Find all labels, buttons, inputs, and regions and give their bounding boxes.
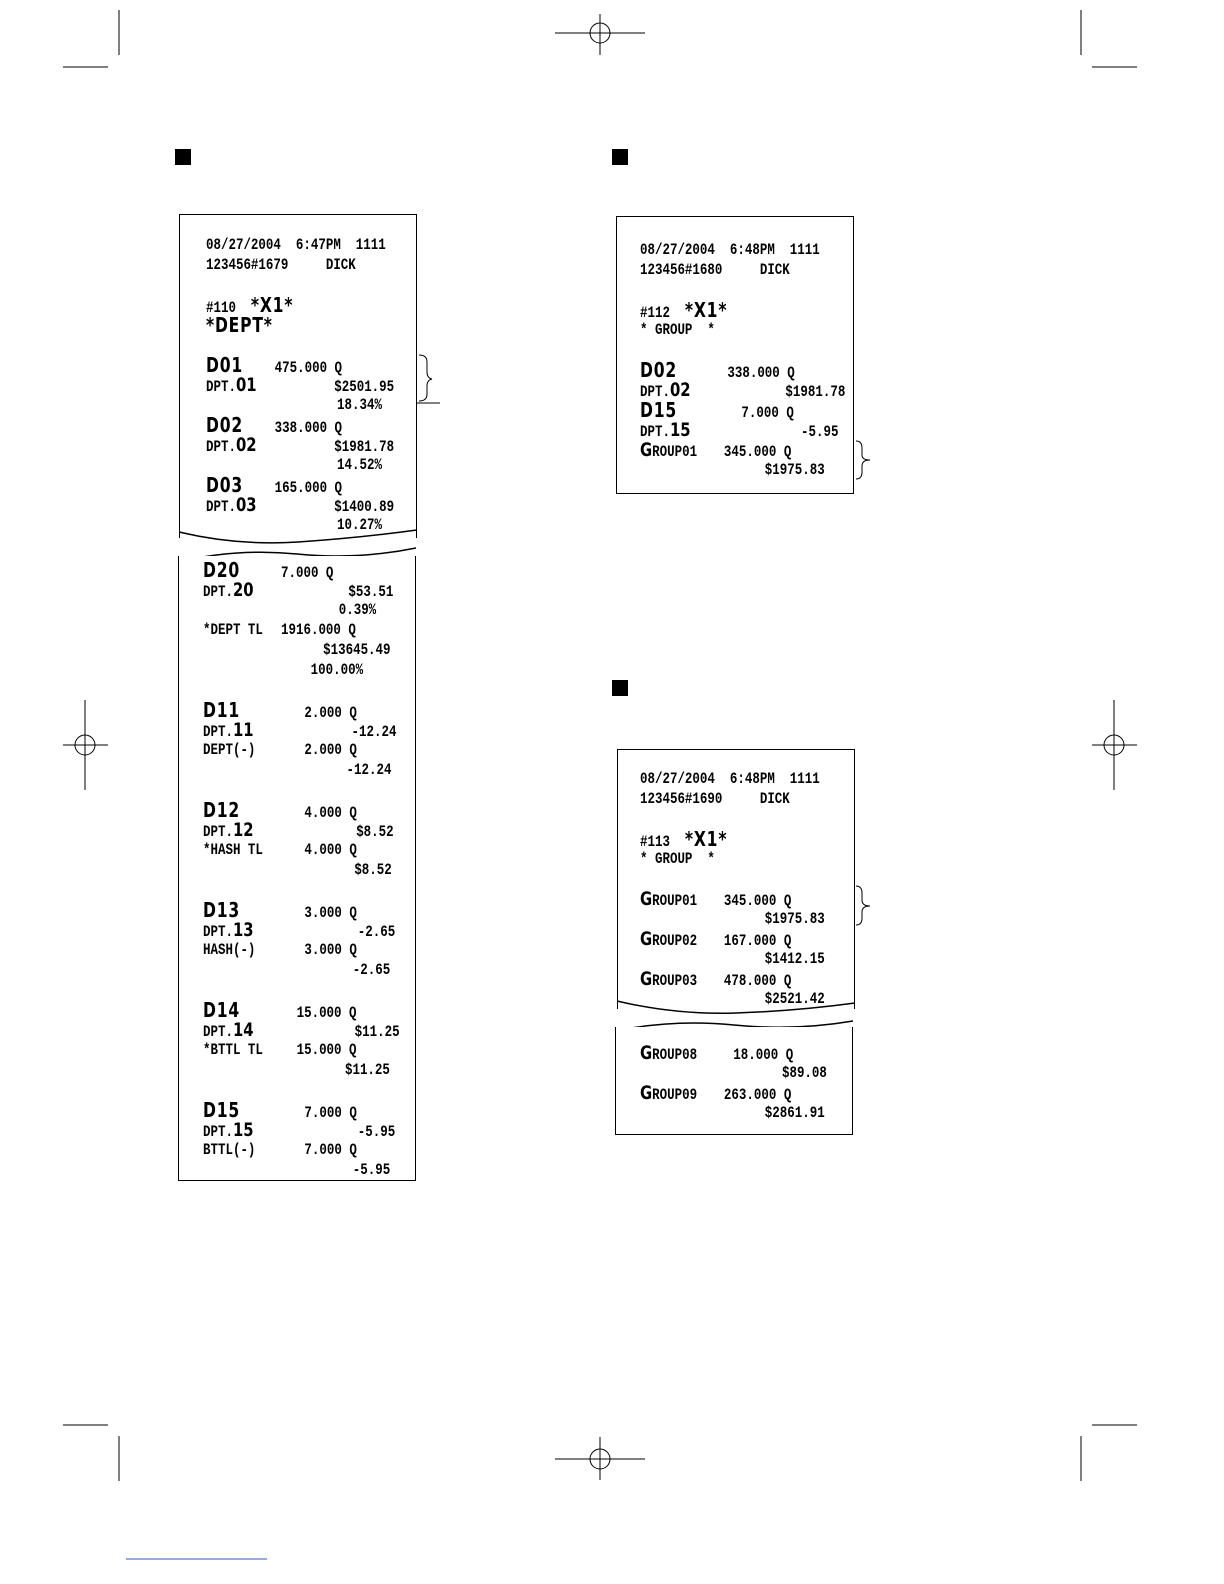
section-marker-group-1 (612, 149, 628, 165)
report-number: #110 (206, 299, 236, 317)
dept-line: DPT.15 -5.95 (203, 1119, 396, 1141)
report-mode: *X1* (684, 298, 728, 322)
report-number: #113 (640, 833, 670, 851)
dept-qty: 338.000 Q (274, 419, 343, 437)
dept-sub-qty: 2.000 Q (304, 741, 357, 759)
dept-line (203, 800, 400, 820)
dept-line: DPT.14 $11.25 (203, 1019, 400, 1041)
group-label: ROUP02 (652, 932, 698, 950)
dept-qty: 15.000 Q (296, 1004, 357, 1022)
dept-line: DPT.11 -12.24 (203, 719, 397, 741)
dept-sub-line (203, 940, 400, 960)
dept-qty: 165.000 Q (274, 479, 343, 497)
dept-number: 03 (235, 494, 257, 516)
dept-line (203, 700, 400, 720)
dept-qty: 7.000 Q (304, 1104, 357, 1122)
receipt-dept-bottom-content (203, 560, 455, 1180)
group-line (640, 440, 845, 460)
dept-amount: -5.95 (800, 423, 839, 441)
group-label: ROUP01 (652, 443, 698, 461)
dept-code: D15 (640, 398, 678, 422)
group-initial: G (640, 439, 653, 461)
dept-code: D15 (203, 1098, 241, 1122)
dept-qty: 4.000 Q (304, 804, 357, 822)
dept-total-line (203, 620, 400, 640)
dept-code: D13 (203, 898, 241, 922)
group-initial: G (640, 888, 653, 910)
dept-number: 15 (232, 1119, 254, 1141)
group-label: ROUP09 (652, 1086, 698, 1104)
dept-code: D02 (206, 413, 244, 437)
dept-total-percent: 100.00% (310, 661, 364, 679)
dept-sub-label: *HASH TL (203, 841, 263, 859)
dept-code: D01 (206, 353, 244, 377)
report-number: #112 (640, 304, 670, 322)
receipt-dept-top-content (206, 235, 447, 535)
group-initial: G (640, 968, 653, 990)
group-label: ROUP03 (652, 972, 698, 990)
dept-line: DPT.02 $1981.78 (206, 434, 395, 456)
group-initial: G (640, 1042, 653, 1064)
dept-code: D14 (203, 998, 241, 1022)
group-label: ROUP08 (652, 1046, 698, 1064)
group-qty: 478.000 Q (723, 972, 792, 990)
group-qty: 345.000 Q (723, 892, 792, 910)
group-amount: $2861.91 (764, 1104, 825, 1122)
group-amount: $89.08 (781, 1064, 827, 1082)
dept-amount: $11.25 (354, 1023, 400, 1041)
dept-sub-label: BTTL(-) (203, 1141, 256, 1159)
group-line (640, 1043, 827, 1063)
dept-qty: 3.000 Q (304, 904, 357, 922)
receipt-datetime: 08/27/2004 6:48PM 1111 (640, 241, 820, 259)
dept-sub-line (203, 1140, 400, 1160)
dept-number: 12 (232, 819, 254, 841)
dept-sub-amount: $11.25 (344, 1061, 390, 1079)
dept-line (206, 475, 394, 495)
dept-number: 13 (232, 919, 254, 941)
dept-line (203, 560, 400, 580)
dept-percent: 10.27% (337, 516, 382, 534)
dept-total-label: *DEPT TL (203, 621, 263, 639)
receipt-group-113-top-content (640, 769, 877, 1009)
dept-qty: 7.000 Q (741, 404, 794, 422)
dept-amount: $8.52 (356, 823, 394, 841)
group-qty: 263.000 Q (723, 1086, 792, 1104)
dept-sub-qty: 4.000 Q (304, 841, 357, 859)
dept-number: 11 (232, 719, 254, 741)
report-title: * GROUP * (640, 321, 715, 339)
dept-total-amount: $13645.49 (323, 641, 391, 659)
dept-number: 14 (232, 1019, 254, 1041)
dept-sub-label: *BTTL TL (203, 1041, 263, 1059)
receipt-datetime: 08/27/2004 6:48PM 1111 (640, 770, 820, 788)
dept-amount: -2.65 (357, 923, 396, 941)
dept-qty: 7.000 Q (281, 564, 334, 582)
dept-line: DPT.15 -5.95 (640, 419, 839, 441)
dept-percent: 14.52% (337, 456, 382, 474)
dept-number: 20 (232, 579, 254, 601)
report-mode: *X1* (250, 293, 294, 317)
dept-line (206, 355, 394, 375)
dept-line (203, 1000, 400, 1020)
dept-number: 15 (669, 419, 691, 441)
group-qty: 167.000 Q (723, 932, 792, 950)
report-mode: *X1* (684, 827, 728, 851)
group-amount: $2521.42 (764, 990, 825, 1008)
dept-code: D12 (203, 798, 241, 822)
dept-total-qty: 1916.000 Q (281, 621, 356, 639)
group-line (640, 929, 825, 949)
dept-qty: 475.000 Q (274, 359, 343, 377)
dept-qty: 2.000 Q (304, 704, 357, 722)
dept-sub-amount: -5.95 (352, 1161, 391, 1179)
dept-sub-qty: 15.000 Q (296, 1041, 357, 1059)
dept-amount: $1981.78 (785, 383, 846, 401)
dept-amount: -12.24 (351, 723, 397, 741)
dept-amount: $53.51 (348, 583, 394, 601)
receipt-id-line: 123456#1690 DICK (640, 790, 790, 808)
group-amount: $1412.15 (764, 950, 825, 968)
dept-sub-line (203, 1040, 400, 1060)
dept-number: 02 (669, 379, 691, 401)
dept-line (640, 360, 845, 380)
dept-line: DPT.01 $2501.95 (206, 374, 395, 396)
dept-number: 01 (235, 374, 257, 396)
dept-line: DPT.20 $53.51 (203, 579, 394, 601)
dept-sub-label: DEPT(-) (203, 741, 256, 759)
dept-code: D02 (640, 358, 678, 382)
group-label: ROUP01 (652, 892, 698, 910)
dept-line (206, 415, 394, 435)
dept-line: DPT.02 $1981.78 (640, 379, 846, 401)
group-initial: G (640, 928, 653, 950)
section-marker-group-2 (612, 680, 628, 696)
dept-percent: 18.34% (337, 396, 382, 414)
receipt-group-113-bottom-content (640, 1043, 880, 1123)
dept-line (203, 1100, 400, 1120)
group-qty: 18.000 Q (733, 1046, 794, 1064)
dept-sub-qty: 3.000 Q (304, 941, 357, 959)
dept-line: DPT.12 $8.52 (203, 819, 394, 841)
group-line (640, 1083, 827, 1103)
dept-amount: $2501.95 (334, 378, 395, 396)
receipt-datetime: 08/27/2004 6:47PM 1111 (206, 236, 386, 254)
dept-line: DPT.13 -2.65 (203, 919, 396, 941)
dept-sub-amount: -2.65 (352, 961, 391, 979)
dept-number: 02 (235, 434, 257, 456)
dept-sub-amount: $8.52 (354, 861, 392, 879)
group-qty: 345.000 Q (723, 443, 792, 461)
dept-qty: 338.000 Q (727, 364, 795, 382)
dept-code: D20 (203, 558, 241, 582)
dept-amount: $1981.78 (334, 438, 395, 456)
receipt-id-line: 123456#1680 DICK (640, 261, 790, 279)
receipt-group-112-content (640, 240, 903, 480)
dept-code: D11 (203, 698, 241, 722)
dept-sub-qty: 7.000 Q (304, 1141, 357, 1159)
group-amount: $1975.83 (764, 910, 825, 928)
dept-sub-line (203, 840, 400, 860)
dept-sub-amount: -12.24 (346, 761, 392, 779)
group-amount: $1975.83 (764, 461, 825, 479)
group-line (640, 889, 825, 909)
receipt-id-line: 123456#1679 DICK (206, 256, 356, 274)
dept-sub-label: HASH(-) (203, 941, 256, 959)
group-line (640, 969, 825, 989)
dept-line (203, 900, 400, 920)
dept-percent: 0.39% (338, 601, 377, 619)
dept-code: D03 (206, 473, 244, 497)
dept-amount: $1400.89 (334, 498, 395, 516)
report-title: *DEPT* (206, 313, 273, 337)
report-title: * GROUP * (640, 850, 715, 868)
dept-amount: -5.95 (357, 1123, 396, 1141)
dept-line: DPT.03 $1400.89 (206, 494, 395, 516)
dept-line (640, 400, 845, 420)
dept-sub-line (203, 740, 400, 760)
group-initial: G (640, 1082, 653, 1104)
section-marker-dept (175, 149, 191, 165)
